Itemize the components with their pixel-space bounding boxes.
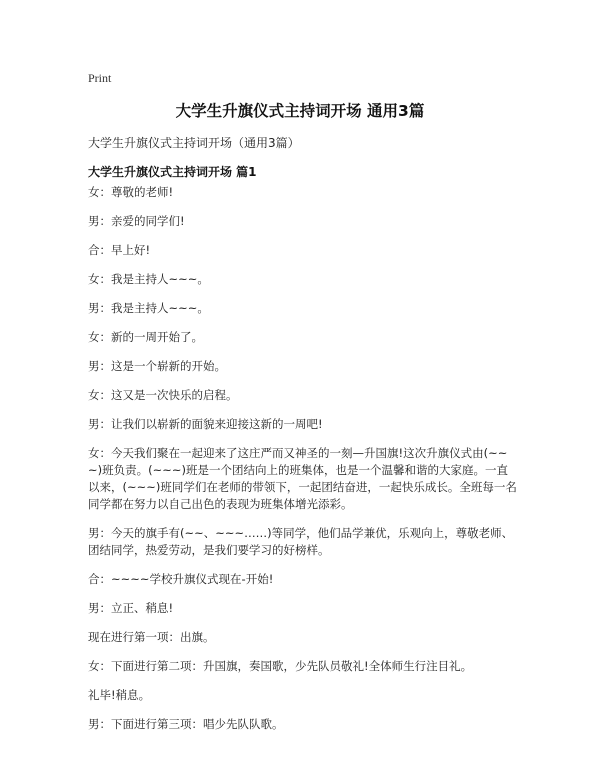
- print-label[interactable]: Print: [88, 71, 112, 85]
- script-paragraph: 女：今天我们聚在一起迎来了这庄严而又神圣的一刻—升国旗!这次升旗仪式由(~~~)班负责。(~~~)班是一个团结向上的班集体，也是一个温馨和谐的大家庭。一直以来，(~~~)班同学们在老师的带领下，一起团结奋进，一起快乐成长。全班每一名同学都在努力以自己出色的表现为班集体增光添彩。: [88, 446, 517, 511]
- script-paragraph: 男：今天的旗手有(~~、~~~……)等同学，他们品学兼优，乐观向上，尊敬老师、团结同学，热爱劳动，是我们要学习的好榜样。: [88, 526, 514, 557]
- script-line: 合：早上好!: [88, 243, 151, 257]
- section-heading: 大学生升旗仪式主持词开场 篇1: [88, 165, 257, 179]
- script-line: 女：新的一周开始了。: [88, 330, 203, 344]
- script-line: 男：我是主持人~~~。: [88, 301, 209, 315]
- script-line: 男：下面进行第三项：唱少先队队歌。: [88, 717, 284, 731]
- script-line: 男：立正、稍息!: [88, 601, 174, 615]
- document-title: 大学生升旗仪式主持词开场 通用3篇: [175, 102, 425, 120]
- script-line: 女：尊敬的老师!: [88, 185, 174, 199]
- script-line: 合：~~~~学校升旗仪式现在-开始!: [88, 572, 274, 586]
- script-line: 女：下面进行第二项：升国旗，奏国歌，少先队员敬礼!全体师生行注目礼。: [88, 659, 473, 673]
- script-line: 现在进行第一项：出旗。: [88, 630, 215, 644]
- script-line: 男：这是一个崭新的开始。: [88, 359, 226, 373]
- document-subtitle: 大学生升旗仪式主持词开场（通用3篇）: [88, 136, 300, 150]
- script-line: 男：亲爱的同学们!: [88, 214, 185, 228]
- script-line: 女：这又是一次快乐的启程。: [88, 388, 238, 402]
- script-line: 女：我是主持人~~~。: [88, 272, 209, 286]
- script-body: [88, 184, 518, 745]
- script-line: 男：让我们以崭新的面貌来迎接这新的一周吧!: [88, 417, 323, 431]
- script-line: 礼毕!稍息。: [88, 688, 151, 702]
